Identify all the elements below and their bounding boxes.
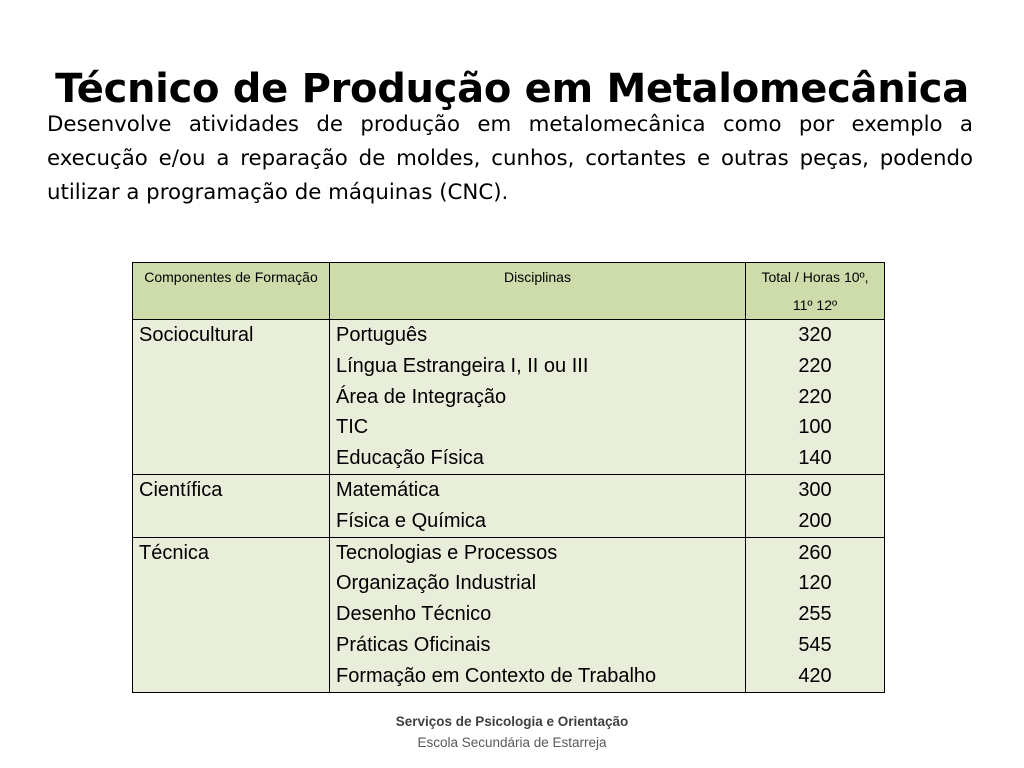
component-cell [133,320,330,475]
disciplines-cell [330,320,746,475]
table-header-row [133,263,885,320]
discipline-name: Língua Estrangeira I, II ou III [336,354,589,377]
discipline-hours: 260 [798,541,832,564]
discipline-hours: 420 [798,664,832,687]
course-description: Desenvolve atividades de produção em metalomecânica como por exemplo a execução e/ou a reparação de moldes, cunhos, cortantes e outras peças, podendo utilizar a programação de máquinas (CNC). [47,112,973,205]
component-name: Científica [139,478,223,501]
discipline-name: Desenho Técnico [336,603,492,626]
hours-cell [746,320,885,475]
discipline-hours: 255 [798,603,832,626]
slide-title: Técnico de Produção em Metalomecânica [55,65,969,112]
discipline-hours: 320 [798,324,832,346]
table-row [133,320,885,475]
discipline-name: Práticas Oficinais [336,633,491,656]
curriculum-table [132,262,885,693]
discipline-name: Física e Química [336,509,487,532]
discipline-hours: 100 [798,416,832,439]
discipline-name: Tecnologias e Processos [336,541,558,564]
discipline-name: Formação em Contexto de Trabalho [336,664,657,687]
discipline-name: TIC [336,416,369,439]
discipline-hours: 140 [798,447,832,470]
discipline-name: Educação Física [336,447,484,470]
discipline-hours: 300 [798,478,832,501]
discipline-hours: 220 [798,385,832,408]
discipline-hours: 545 [798,633,832,656]
component-cell [133,474,330,537]
discipline-name: Organização Industrial [336,572,537,595]
hours-cell [746,537,885,692]
component-cell [133,537,330,692]
footer-department: Serviços de Psicologia e Orientação [395,714,629,729]
disciplines-cell [330,474,746,537]
discipline-name: Matemática [336,478,440,501]
table-row [133,474,885,537]
hours-cell [746,474,885,537]
discipline-hours: 220 [798,354,832,377]
component-name: Técnica [139,541,210,564]
header-disciplines: Disciplinas [330,263,746,320]
discipline-name: Português [336,324,428,346]
header-hours: Total / Horas 10º, 11º 12º [746,263,885,320]
disciplines-cell [330,537,746,692]
header-components: Componentes de Formação [133,263,330,320]
discipline-hours: 200 [798,509,832,532]
component-name: Sociocultural [139,324,254,346]
table-row [133,537,885,692]
discipline-hours: 120 [798,572,832,595]
footer-school: Escola Secundária de Estarreja [417,735,607,750]
discipline-name: Área de Integração [336,385,507,408]
